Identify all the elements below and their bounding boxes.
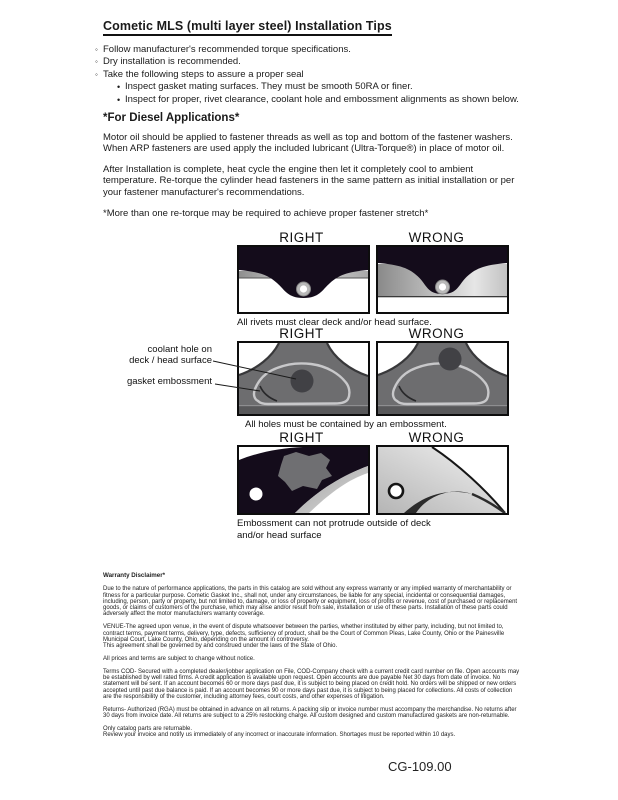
- list-item-text: Dry installation is recommended.: [103, 56, 241, 68]
- diagram-caption: Embossment can not protrude outside of deck and/or head surface: [237, 518, 431, 541]
- fine-print-paragraph: Due to the nature of performance applications, the parts in this catalog are sold without any express warranty or any implied warranty of merchantability or fitness for a particular purpose. Cometic Gasket Inc., shall not, under any circumstances, be liable for any special, incidental or consequential damages, including, person, party or property, but not limited to, damage, or loss of property or equipment, loss of profits or revenue, cost of purchased or replacement goods, or claims of customers of the purchase, which may arise and/or result from sale, installation or use of these parts. Installation of these parts could adversely affect the motor manufacturers warranty coverage.: [103, 586, 518, 618]
- fine-print-paragraph: Returns- Authorized (RGA) must be obtained in advance on all returns. A packing slip or invoice number must accompany the merchandise. No returns after 30 days from invoice date. All returns are subject to a 25% restocking charge. All custom designed and custom manufactured gaskets are non-returnable.: [103, 706, 517, 720]
- retorque-note: *More than one re-torque may be required to achieve proper fastener stretch*: [103, 207, 429, 219]
- rivet-wrong-diagram: [376, 245, 509, 314]
- list-item-text: Take the following steps to assure a proper seal: [103, 68, 304, 80]
- diagram-row-embossment-protrusion: [237, 430, 501, 541]
- list-item: [117, 94, 535, 106]
- warranty-disclaimer-section: [103, 573, 520, 745]
- fine-print-paragraph: All prices and terms are subject to change without notice.: [103, 655, 255, 662]
- wrong-label: WRONG: [408, 430, 465, 445]
- protrusion-wrong-diagram: [376, 445, 509, 515]
- list-item: [95, 69, 535, 81]
- list-item-text: Inspect for proper, rivet clearance, coolant hole and embossment alignments as shown below.: [125, 93, 519, 105]
- fine-print-paragraph: VENUE-The agreed upon venue, in the event of dispute whatsoever between the parties, whether instituted by either party, including, but not limited to, contract terms, payment terms, delivery, type, defects, sufficiency of product, shall be the Court of Common Pleas, Lake County, Ohio or the Painesville Municipal Court, Lake County, Ohio, depending on the amount in controversy.: [103, 624, 505, 643]
- diesel-applications-section: [103, 113, 527, 219]
- list-item-text: Inspect gasket mating surfaces. They must be smooth 50RA or finer.: [125, 81, 413, 93]
- open-bullet-icon: ◦: [95, 57, 98, 67]
- open-bullet-icon: ◦: [95, 45, 98, 54]
- right-label: RIGHT: [279, 326, 324, 341]
- fine-print-paragraph: Review your invoice and notify us immediately of any incorrect or inaccurate information. Shortages must be reported within 10 days.: [103, 732, 456, 739]
- list-item: [95, 56, 535, 68]
- fine-print-paragraph: This agreement shall be governed by and construed under the laws of the State of Ohio.: [103, 643, 338, 650]
- annotation-text: coolant hole on: [147, 344, 212, 355]
- list-item: [117, 81, 535, 93]
- fine-print-paragraph: Only catalog parts are returnable.: [103, 725, 193, 732]
- right-label: RIGHT: [279, 230, 324, 245]
- wrong-label: WRONG: [408, 230, 465, 245]
- right-label: RIGHT: [279, 430, 324, 445]
- diagram-row-embossment-containment: [237, 326, 501, 431]
- paragraph: Motor oil should be applied to fastener threads as well as top and bottom of the fastener washers. When ARP fasteners are used apply the included lubricant (Ultra-Torque®) in place of motor oil.: [103, 131, 513, 155]
- gasket-embossment-annotation: gasket embossment: [126, 376, 212, 387]
- open-bullet-icon: ◦: [95, 69, 98, 79]
- page-title: Cometic MLS (multi layer steel) Installation Tips: [103, 19, 392, 36]
- section-heading: *For Diesel Applications*: [103, 112, 240, 124]
- diagram-caption: All holes must be contained by an embossment.: [245, 419, 447, 430]
- filled-bullet-icon: •: [117, 94, 121, 105]
- page-number: CG-109.00: [388, 759, 452, 774]
- filled-bullet-icon: •: [117, 82, 121, 93]
- coolant-hole-annotation: [118, 344, 212, 366]
- list-item-text: Follow manufacturer's recommended torque specifications.: [103, 44, 351, 55]
- embossment-right-diagram: [237, 341, 370, 416]
- list-item: [95, 44, 535, 56]
- annotation-text: deck / head surface: [129, 355, 212, 366]
- rivet-right-diagram: [237, 245, 370, 314]
- diagram-row-rivet-clearance: [237, 230, 501, 329]
- fine-print-paragraph: Terms COD- Secured with a completed dealer/jobber application on File, COD-Company check with a current credit card number on file. Open accounts may be established by well rated firms. A credit application is available upon request. Open accounts are due payable Net 30 days from date of invoice. No statement will be sent. If an account becomes 60 or more days past due, it is subject to being placed on credit hold. No orders will be shipped or new orders accepted until past due balance is paid. If an account becomes 90 or more days past due, it is subject to being placed for collections. All costs of collection are the responsibility of the customer, including attorney fees, court costs, and other expenses of litigation.: [103, 668, 520, 700]
- installation-tips-list: [95, 44, 535, 106]
- embossment-wrong-diagram: [376, 341, 509, 416]
- diagram-caption: All rivets must clear deck and/or head surface.: [237, 317, 432, 328]
- fine-print-heading: Warranty Disclaimer*: [103, 572, 166, 579]
- protrusion-right-diagram: [237, 445, 370, 515]
- wrong-label: WRONG: [408, 326, 465, 341]
- paragraph: After Installation is complete, heat cycle the engine then let it completely cool to ambient temperature. Re-torque the cylinder head fasteners in the same pattern as initial installation or per your fastener manufacturer's recommendations.: [103, 163, 515, 198]
